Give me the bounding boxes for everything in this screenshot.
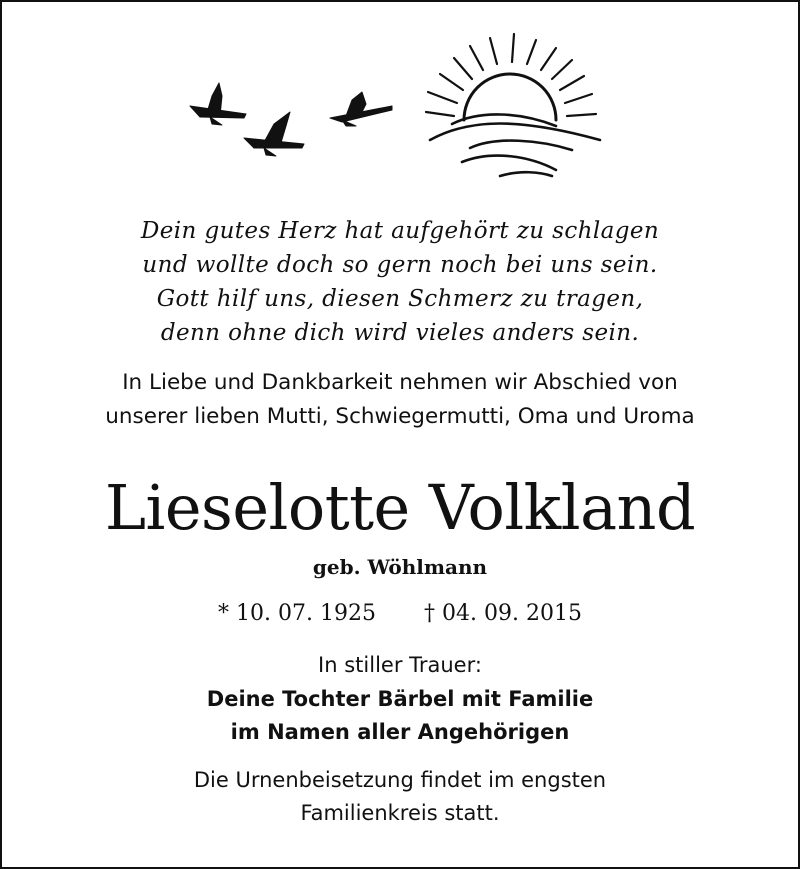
flying-bird-icon <box>244 112 304 156</box>
poem-line: Dein gutes Herz hat aufgehört zu schlagen <box>140 218 660 244</box>
sun-over-hills-icon <box>426 34 600 176</box>
life-dates <box>0 597 800 631</box>
poem-line: denn ohne dich wird vieles anders sein. <box>160 320 640 346</box>
poem-line: Gott hilf uns, diesen Schmerz zu tragen, <box>156 286 644 312</box>
burial-note <box>0 764 800 830</box>
mourning-label: In stiller Trauer: <box>318 653 482 677</box>
poem-line: und wollte doch so gern noch bei uns sein. <box>142 252 658 278</box>
mourner-line: Deine Tochter Bärbel mit Familie <box>206 687 594 711</box>
flying-bird-icon <box>330 92 392 126</box>
farewell-intro <box>0 366 800 434</box>
mourner-line: im Namen aller Angehörigen <box>230 720 570 744</box>
deceased-name: Lieselotte Volkland <box>104 471 696 544</box>
closing-line: Familienkreis statt. <box>300 801 500 825</box>
birth-date: * 10. 07. 1925 <box>218 601 376 626</box>
death-date: † 04. 09. 2015 <box>424 601 582 626</box>
poem-verse <box>0 214 800 350</box>
header-illustration <box>0 0 800 200</box>
flying-bird-icon <box>190 83 246 125</box>
intro-line: unserer lieben Mutti, Schwiegermutti, Oma und Uroma <box>105 404 695 429</box>
intro-line: In Liebe und Dankbarkeit nehmen wir Abschied von <box>122 370 678 395</box>
closing-line: Die Urnenbeisetzung findet im engsten <box>193 768 607 792</box>
mourners-list <box>0 683 800 749</box>
birth-name: geb. Wöhlmann <box>312 555 488 579</box>
